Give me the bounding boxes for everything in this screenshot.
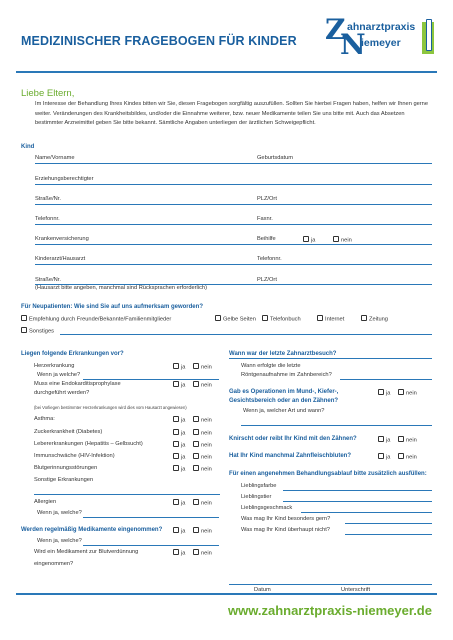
plz-label: PLZ/Ort	[257, 196, 277, 202]
xray-label2: Röntgenaufnahme im Zahnbereich?	[241, 372, 332, 378]
option-internet[interactable]: Internet	[317, 315, 344, 323]
checkbox-icon	[173, 453, 179, 459]
dislikes-field[interactable]	[345, 534, 432, 535]
checkbox-icon	[173, 527, 179, 533]
heart-which-label: Wenn ja welche?	[37, 372, 81, 378]
other-illness-field[interactable]	[34, 494, 220, 495]
endo-label2: durchgeführt werden?	[34, 390, 90, 396]
beihilfe-no[interactable]: nein	[333, 236, 352, 244]
checkbox-icon	[173, 549, 179, 555]
greeting: Liebe Eltern,	[21, 88, 75, 99]
allergy-yes[interactable]: ja	[173, 499, 185, 507]
option-other[interactable]: Sonstiges	[21, 327, 54, 335]
bleeding-no[interactable]: nein	[398, 453, 417, 461]
insurance-field[interactable]	[35, 244, 432, 245]
surgery-label1: Gab es Operationen im Mund-, Kiefer-,	[229, 389, 339, 395]
date-label: Datum	[254, 587, 271, 593]
checkbox-icon	[361, 315, 367, 321]
logo-line2: iemeyer	[361, 37, 401, 49]
checkbox-icon	[193, 465, 199, 471]
asthma-label: Asthma:	[34, 416, 55, 422]
liver-yes[interactable]: ja	[173, 441, 185, 449]
checkbox-icon	[398, 389, 404, 395]
logo-n: N	[340, 28, 366, 61]
taste-label: Lieblingsgeschmack	[241, 505, 293, 511]
signature-label: Unterschrift	[341, 587, 371, 593]
meds-label: Werden regelmäßig Medikamente eingenommen?	[21, 527, 163, 533]
bleeding-label: Hat Ihr Kind manchmal Zahnfleischbluten?	[229, 453, 352, 459]
checkbox-icon	[193, 453, 199, 459]
color-label: Lieblingsfarbe	[241, 483, 277, 489]
blood-no[interactable]: nein	[193, 465, 212, 473]
phone-label: Telefonnr.	[35, 216, 60, 222]
kind-title: Kind	[21, 144, 35, 150]
checkbox-icon	[378, 436, 384, 442]
checkbox-icon	[21, 315, 27, 321]
animal-field[interactable]	[283, 501, 432, 502]
diabetes-label: Zuckerkrankheit (Diabetes)	[34, 429, 103, 435]
dislikes-label: Was mag Ihr Kind überhaupt nicht?	[241, 527, 330, 533]
checkbox-icon	[378, 389, 384, 395]
allergy-no[interactable]: nein	[193, 499, 212, 507]
checkbox-icon	[193, 416, 199, 422]
endo-no[interactable]: nein	[193, 381, 212, 389]
signature-field[interactable]	[229, 584, 432, 585]
logo-line1: ahnarztpraxis	[347, 21, 416, 33]
immune-yes[interactable]: ja	[173, 453, 185, 461]
liver-label: Lebererkrankungen (Hepatitis – Gelbsucht)	[34, 441, 143, 447]
animal-label: Lieblingstier	[241, 494, 272, 500]
endo-label1: Muss eine Endokarditisprophylaxe	[34, 381, 121, 387]
diabetes-yes[interactable]: ja	[173, 429, 185, 437]
toothbrush-icon	[426, 19, 432, 51]
doctor-phone-label: Telefonnr.	[257, 256, 282, 262]
liver-no[interactable]: nein	[193, 441, 212, 449]
option-recommendation[interactable]: Empfehlung durch Freunde/Bekannte/Familienmitglieder	[21, 315, 171, 323]
checkbox-icon	[173, 499, 179, 505]
option-phonebook[interactable]: Telefonbuch	[262, 315, 301, 323]
checkbox-icon	[193, 549, 199, 555]
checkbox-icon	[262, 315, 268, 321]
doctor-label: Kinderarzt/Hausarzt	[35, 256, 86, 262]
website-link[interactable]: www.zahnarztpraxis-niemeyer.de	[228, 603, 432, 618]
insurance-label: Krankenversicherung	[35, 236, 89, 242]
checkbox-icon	[173, 465, 179, 471]
doctor-plz-label: PLZ/Ort	[257, 277, 277, 283]
likes-label: Was mag Ihr Kind besonders gern?	[241, 516, 331, 522]
anticoag-label1: Wird ein Medikament zur Blutverdünnung	[34, 549, 139, 555]
birthdate-label: Geburtsdatum	[257, 155, 294, 161]
illness-title: Liegen folgende Erkrankungen vor?	[21, 351, 124, 357]
surgery-label2: Gesichtsbereich oder an den Zähnen?	[229, 398, 339, 404]
street-label: Straße/Nr.	[35, 196, 61, 202]
immune-no[interactable]: nein	[193, 453, 212, 461]
endo-note: (bei Vorliegen bestimmter Herzerkrankungen wird dies vom Hausarzt angewiesen)	[34, 405, 187, 410]
page-title: MEDIZINISCHER FRAGEBOGEN FÜR KINDER	[21, 34, 297, 48]
heart-label: Herzerkrankung	[34, 363, 75, 369]
heart-which-field[interactable]	[83, 379, 219, 380]
checkbox-icon	[193, 441, 199, 447]
endo-yes[interactable]: ja	[173, 381, 185, 389]
beihilfe-label: Beihilfe	[257, 236, 276, 242]
practice-logo	[325, 13, 438, 61]
logo-z: Z	[325, 13, 346, 46]
address-note: (Hausarzt bitte angeben, manchmal sind Rücksprachen erforderlich)	[35, 285, 207, 291]
grinding-no[interactable]: nein	[398, 436, 417, 444]
immune-label: Immunschwäche (HIV-Infektion)	[34, 453, 115, 459]
other-illness-label: Sonstige Erkrankungen	[34, 477, 94, 483]
doctor-field[interactable]	[35, 264, 432, 265]
surgery-no[interactable]: nein	[398, 389, 417, 397]
pleasant-title: Für einen angenehmen Behandlungsablauf bitte zusätzlich ausfüllen:	[229, 471, 427, 477]
checkbox-icon	[378, 453, 384, 459]
heart-yes[interactable]: ja	[173, 363, 185, 371]
footer-divider	[16, 593, 437, 595]
checkbox-icon	[317, 315, 323, 321]
anticoag-yes[interactable]: ja	[173, 549, 185, 557]
meds-no[interactable]: nein	[193, 527, 212, 535]
allergy-which-label: Wenn ja, welche?	[37, 510, 82, 516]
bleeding-yes[interactable]: ja	[378, 453, 390, 461]
meds-yes[interactable]: ja	[173, 527, 185, 535]
checkbox-icon	[215, 315, 221, 321]
allergy-which-field[interactable]	[83, 517, 219, 518]
guardian-label: Erziehungsberechtigter	[35, 176, 94, 182]
xray-label1: Wann erfolgte die letzte	[241, 363, 301, 369]
checkbox-icon	[193, 429, 199, 435]
meds-which-field[interactable]	[83, 545, 219, 546]
option-yellow-pages[interactable]: Gelbe Seiten	[215, 315, 256, 323]
taste-field[interactable]	[301, 512, 432, 513]
checkbox-icon	[333, 236, 339, 242]
other-field[interactable]	[60, 334, 432, 335]
checkbox-icon	[398, 436, 404, 442]
checkbox-icon	[173, 363, 179, 369]
checkbox-icon	[193, 499, 199, 505]
checkbox-icon	[398, 453, 404, 459]
phone-field[interactable]	[35, 224, 432, 225]
checkbox-icon	[193, 363, 199, 369]
checkbox-icon	[173, 429, 179, 435]
beihilfe-yes[interactable]: ja	[303, 236, 315, 244]
blood-yes[interactable]: ja	[173, 465, 185, 473]
diabetes-no[interactable]: nein	[193, 429, 212, 437]
meds-which-label: Wenn ja, welche?	[37, 538, 82, 544]
address-field[interactable]	[35, 204, 432, 205]
option-newspaper[interactable]: Zeitung	[361, 315, 388, 323]
doctor-street-label: Straße/Nr.	[35, 277, 61, 283]
name-label: Name/Vorname	[35, 155, 75, 161]
checkbox-icon	[173, 381, 179, 387]
intro-text: Im Interesse der Behandlung Ihres Kindes bitten wir Sie, diesen Fragebogen sorgfältig auszufüllen. Sollten Sie hierbei Fragen haben, helfen wir Ihnen gerne weiter. Veränderungen des Krankheitsbildes, und/oder die Einnahme weiterer, bzw. neuer Medikamente teilen Sie uns bitte mit. Auch das Absetzen bestimmter Arzneimittel geben Sie bitte bekannt. Sämtliche Angaben unterliegen der ärztlichen Schweigepflicht.	[35, 101, 428, 126]
last-visit-label: Wann war der letzte Zahnarztbesuch?	[229, 351, 337, 357]
checkbox-icon	[173, 441, 179, 447]
likes-field[interactable]	[345, 523, 432, 524]
grinding-label: Knirscht oder reibt Ihr Kind mit den Zähnen?	[229, 436, 357, 442]
xray-field[interactable]	[340, 379, 432, 380]
header-divider	[16, 71, 437, 73]
newpatients-title: Für Neupatienten: Wie sind Sie auf uns aufmerksam geworden?	[21, 304, 203, 310]
fax-label: Faxnr.	[257, 216, 273, 222]
checkbox-icon	[173, 416, 179, 422]
heart-no[interactable]: nein	[193, 363, 212, 371]
checkbox-icon	[193, 527, 199, 533]
checkbox-icon	[21, 327, 27, 333]
asthma-yes[interactable]: ja	[173, 416, 185, 424]
last-visit-field[interactable]	[229, 358, 432, 359]
surgery-which-label: Wenn ja, welcher Art und wann?	[243, 408, 325, 414]
guardian-field[interactable]	[35, 184, 432, 185]
anticoag-no[interactable]: nein	[193, 549, 212, 557]
checkbox-icon	[303, 236, 309, 242]
grinding-yes[interactable]: ja	[378, 436, 390, 444]
name-field[interactable]	[35, 163, 432, 164]
blood-label: Blutgerinnungsstörungen	[34, 465, 98, 471]
surgery-which-field[interactable]	[241, 425, 432, 426]
surgery-yes[interactable]: ja	[378, 389, 390, 397]
anticoag-label2: eingenommen?	[34, 561, 74, 567]
allergy-label: Allergien	[34, 499, 57, 505]
asthma-no[interactable]: nein	[193, 416, 212, 424]
color-field[interactable]	[283, 490, 432, 491]
checkbox-icon	[193, 381, 199, 387]
